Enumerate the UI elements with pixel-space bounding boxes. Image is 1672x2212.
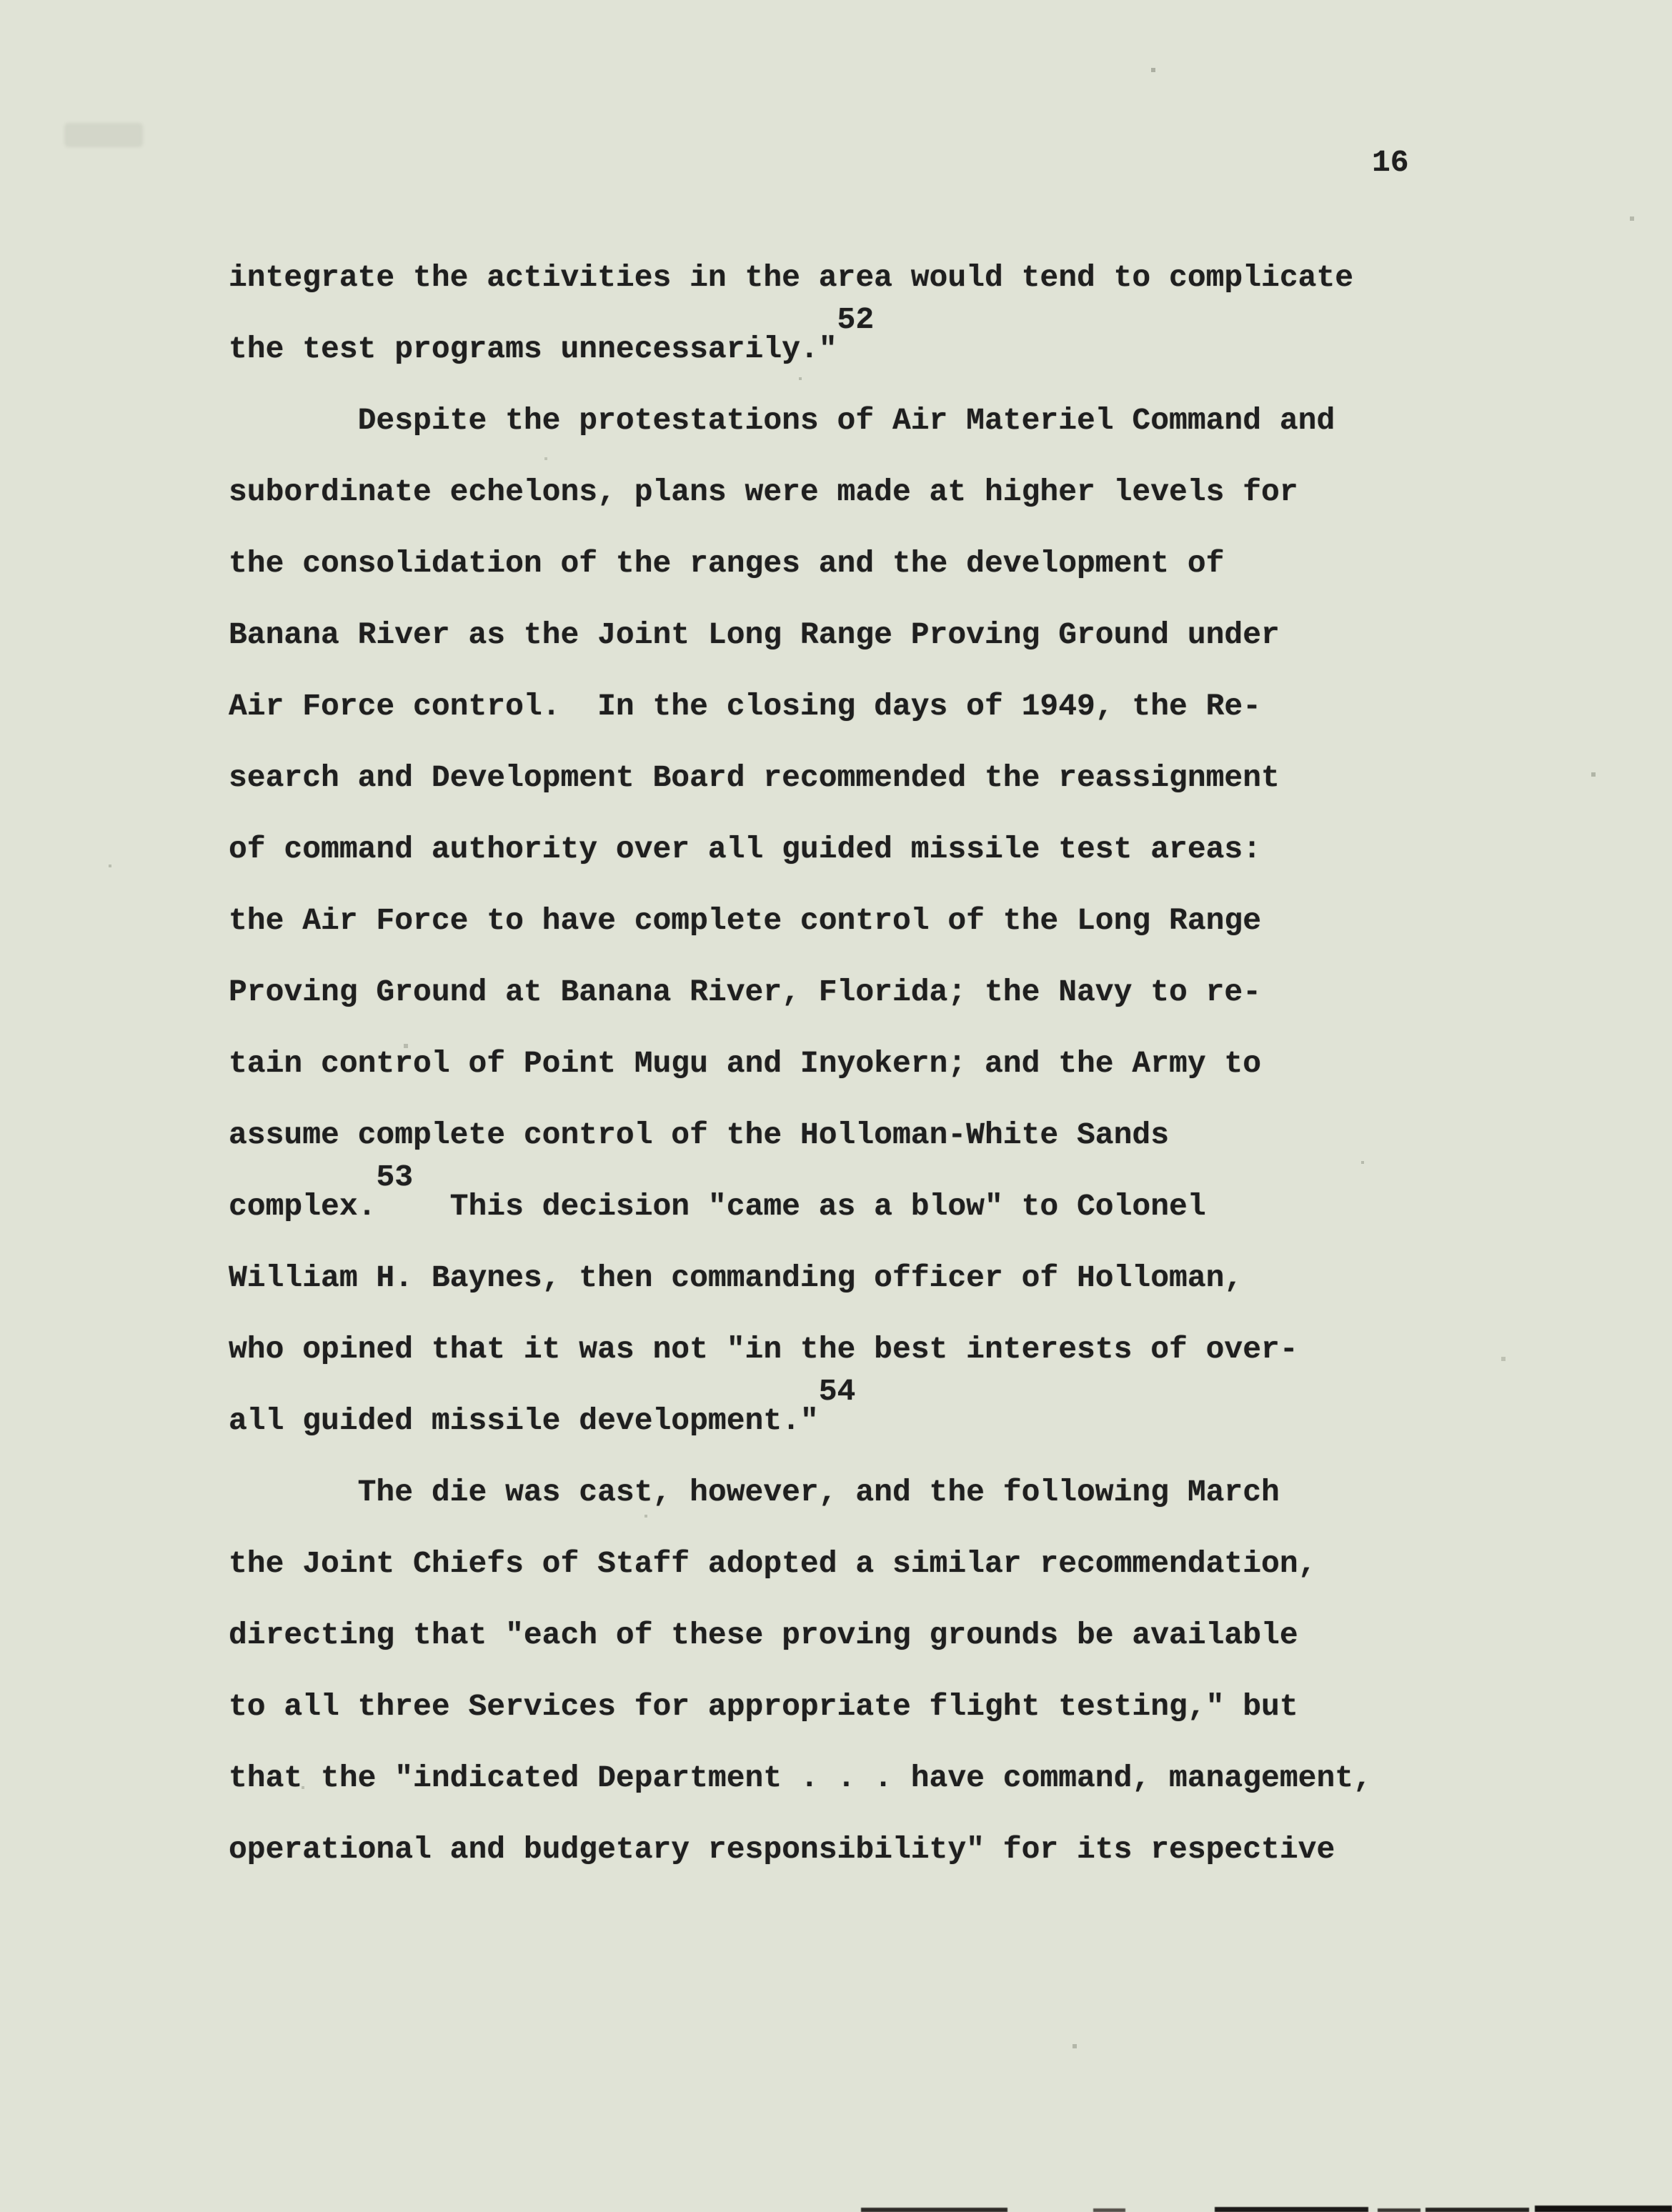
text-run: integrate the activities in the area would tend to complicate [229,260,1354,295]
text-run: assume complete control of the Holloman-White Sands [229,1117,1170,1152]
scan-artifact-line [1425,2208,1529,2212]
footnote-ref: 52 [837,302,875,337]
text-run: that the "indicated Department . . . have command, management, [229,1760,1372,1795]
footnote-ref: 54 [818,1374,856,1409]
text-run: Despite the protestations of Air Materiel Command and [229,403,1335,438]
scan-artifact-line [1093,2208,1125,2212]
text-run: the consolidation of the ranges and the development of [229,546,1225,581]
text-run: The die was cast, however, and the following March [229,1475,1280,1510]
text-run: subordinate echelons, plans were made at higher levels for [229,474,1298,509]
text-run: the Air Force to have complete control of the Long Range [229,903,1262,938]
text-run: the Joint Chiefs of Staff adopted a similar recommendation, [229,1546,1317,1581]
text-run: tain control of Point Mugu and Inyokern; and the Army to [229,1046,1262,1081]
scan-artifact-line [1378,2208,1420,2212]
text-run: Air Force control. In the closing days of 1949, the Re- [229,689,1262,724]
text-run: to all three Services for appropriate flight testing," but [229,1689,1298,1724]
text-run: This decision "came as a blow" to Colonel [413,1189,1206,1224]
scan-artifact-line [1215,2207,1368,2212]
scan-artifact-line [1535,2206,1672,2212]
text-run: the test programs unnecessarily." [229,332,837,367]
text-run: complex. [229,1189,377,1224]
text-run: William H. Baynes, then commanding officer of Holloman, [229,1260,1243,1295]
text-run: Banana River as the Joint Long Range Proving Ground under [229,617,1280,652]
page-number: 16 [1372,145,1409,180]
text-run: all guided missile development." [229,1403,819,1438]
text-run: who opined that it was not "in the best interests of over- [229,1332,1298,1367]
text-run: operational and budgetary responsibility" for its respective [229,1832,1335,1867]
text-run: Proving Ground at Banana River, Florida; the Navy to re- [229,975,1262,1010]
text-run: of command authority over all guided missile test areas: [229,832,1262,867]
text-run: directing that "each of these proving grounds be available [229,1618,1298,1653]
text-run: search and Development Board recommended the reassignment [229,760,1280,795]
footnote-ref: 53 [376,1160,414,1195]
scan-artifact-line [861,2208,1007,2212]
